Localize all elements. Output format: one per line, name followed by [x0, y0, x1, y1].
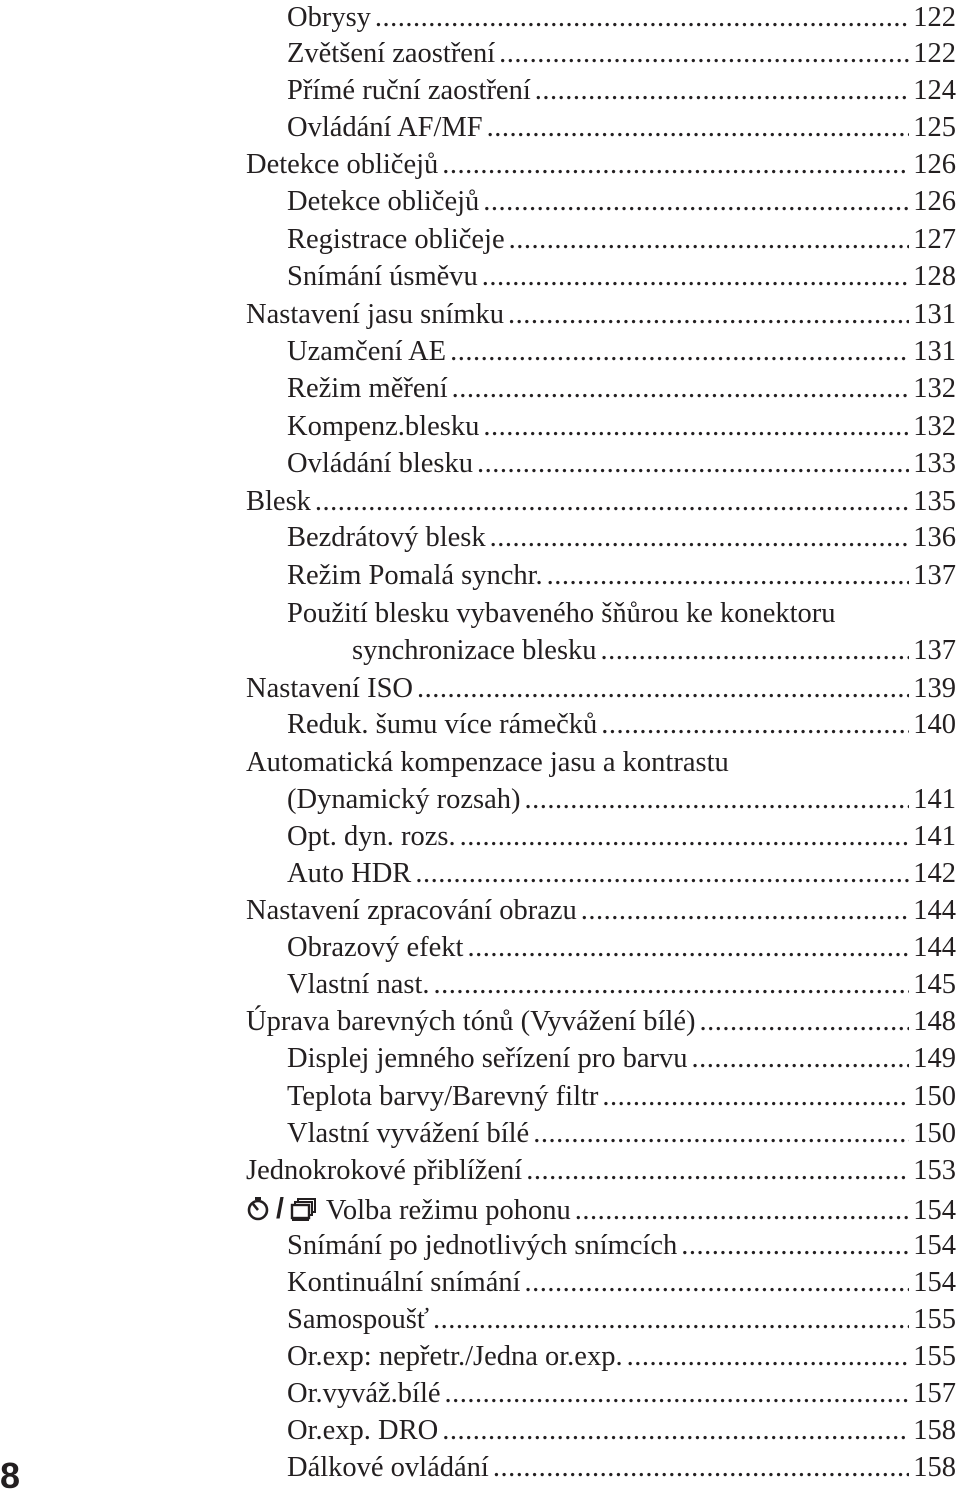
toc-entry [246, 1413, 956, 1449]
toc-entry-page: 142 [913, 858, 956, 889]
toc-entry-page: 144 [913, 895, 956, 926]
toc-entry-title [287, 856, 415, 892]
dot-leader [508, 297, 909, 333]
toc-entry-page: 148 [913, 1006, 956, 1037]
toc-entry [246, 1004, 956, 1040]
toc-entry [246, 409, 956, 445]
dot-leader [477, 446, 909, 482]
toc-entry-label: Reduk. šumu více rámečků [287, 709, 598, 740]
toc-entry-title [246, 297, 508, 333]
toc-entry-label: Displej jemného seřízení pro barvu [287, 1043, 688, 1074]
toc-entry [246, 1450, 956, 1486]
toc-entry [246, 371, 956, 407]
toc-entry-page: 137 [913, 560, 956, 591]
toc-entry-label: Přímé ruční zaostření [287, 75, 531, 106]
toc-entry [246, 259, 956, 295]
dot-leader [450, 334, 909, 370]
toc-entry-label: Ovládání blesku [287, 448, 474, 479]
toc-entry [246, 633, 956, 669]
toc-entry-label: Teplota barvy/Barevný filtr [287, 1081, 599, 1112]
toc-entry [246, 520, 956, 556]
toc-entry [246, 1376, 956, 1412]
toc-entry [246, 856, 956, 892]
toc-entry-label: Or.vyváž.bílé [287, 1378, 441, 1409]
toc-entry-title [246, 671, 417, 707]
dot-leader [460, 819, 910, 855]
toc-entry [246, 558, 956, 594]
continuous-shooting-icon [290, 1197, 318, 1221]
toc-entry [246, 782, 956, 818]
toc-entry [246, 1302, 956, 1338]
toc-entry-title [287, 1116, 533, 1152]
toc-entry-page: 124 [913, 75, 956, 106]
toc-entry [246, 1265, 956, 1301]
toc-entry [246, 297, 956, 333]
toc-entry-label: Uzamčení AE [287, 336, 447, 367]
toc-entry-label: Kompenz.blesku [287, 411, 480, 442]
toc-entry [246, 745, 956, 781]
toc-entry-page: 154 [913, 1195, 956, 1226]
toc-entry-label: Kontinuální snímání [287, 1267, 521, 1298]
toc-entry-title [287, 259, 482, 295]
dot-leader [601, 633, 910, 669]
toc-entry-label: Režim měření [287, 373, 448, 404]
toc-entry-page: 126 [913, 186, 956, 217]
toc-entry-page: 158 [913, 1415, 956, 1446]
toc-entry [246, 73, 956, 109]
icon-separator: / [276, 1193, 284, 1225]
toc-entry-page: 153 [913, 1155, 956, 1186]
toc-entry-label: Or.exp: nepřetr./Jedna or.exp. [287, 1341, 623, 1372]
toc-entry-title [287, 1265, 525, 1301]
toc-entry-label: Dálkové ovládání [287, 1452, 489, 1483]
dot-leader [524, 782, 909, 818]
toc-entry-page: 122 [913, 38, 956, 69]
toc-entry-page: 133 [913, 448, 956, 479]
dot-leader [627, 1339, 910, 1375]
dot-leader [490, 520, 910, 556]
toc-entry-title [287, 222, 509, 258]
toc-entry-title [246, 484, 315, 520]
toc-entry-page: 158 [913, 1452, 956, 1483]
toc-entry [246, 1228, 956, 1264]
toc-entry-title [287, 446, 477, 482]
toc-entry-label: Detekce obličejů [287, 186, 480, 217]
toc-entry [246, 967, 956, 1003]
dot-leader [487, 110, 910, 146]
toc-entry-label: Snímání po jednotlivých snímcích [287, 1230, 678, 1261]
toc-entry-label: Vlastní nast. [287, 969, 430, 1000]
toc-entry [246, 334, 956, 370]
dot-leader [467, 930, 909, 966]
toc-entry-page: 137 [913, 635, 956, 666]
toc-entry [246, 222, 956, 258]
toc-entry-page: 128 [913, 261, 956, 292]
toc-entry-title [246, 893, 581, 929]
dot-leader [535, 73, 909, 109]
toc-entry-title [287, 1079, 602, 1115]
toc-entry-label: Obrazový efekt [287, 932, 464, 963]
toc-entry-label: Úprava barevných tónů (Vyvážení bílé) [246, 1006, 696, 1037]
toc-entry-title [287, 967, 434, 1003]
toc-entry-title [287, 558, 547, 594]
toc-entry [246, 110, 956, 146]
toc-entry-page: 140 [913, 709, 956, 740]
dot-leader [499, 36, 909, 72]
toc-entry-page: 132 [913, 411, 956, 442]
toc-entry-title [246, 747, 733, 778]
toc-entry-label: Opt. dyn. rozs. [287, 821, 456, 852]
toc-entry-title [287, 1339, 627, 1375]
toc-entry-page: 141 [913, 821, 956, 852]
toc-entry-title [246, 147, 442, 183]
toc-entry-page: 139 [913, 673, 956, 704]
toc-entry-page: 144 [913, 932, 956, 963]
dot-leader [700, 1004, 910, 1040]
toc-entry-title [287, 73, 535, 109]
toc-entry-page: 125 [913, 112, 956, 143]
toc-entry-title [287, 520, 490, 556]
toc-entry-label: Nastavení ISO [246, 673, 414, 704]
toc-entry-title [287, 371, 452, 407]
toc-entry-page: 126 [913, 149, 956, 180]
toc-entry [246, 707, 956, 743]
toc-entry-label: (Dynamický rozsah) [287, 784, 521, 815]
toc-entry-label: Vlastní vyvážení bílé [287, 1118, 530, 1149]
toc-entry [246, 484, 956, 520]
self-timer-icon [246, 1196, 270, 1222]
dot-leader [445, 1376, 910, 1412]
toc-entry-page: 131 [913, 299, 956, 330]
toc-entry-title [246, 1191, 575, 1229]
toc-entry [246, 671, 956, 707]
dot-leader [452, 371, 910, 407]
toc-entry-page: 150 [913, 1081, 956, 1112]
toc-entry-title [352, 633, 601, 669]
toc-entry-label: Obrysy [287, 2, 371, 33]
toc-entry [246, 1041, 956, 1077]
toc-entry-title [287, 1228, 681, 1264]
dot-leader [434, 967, 910, 1003]
toc-entry [246, 1116, 956, 1152]
toc-entry-label: Samospoušť [287, 1304, 430, 1335]
toc-entry [246, 1153, 956, 1189]
toc-entry [246, 930, 956, 966]
toc-entry-page: 154 [913, 1267, 956, 1298]
toc-entry-title [287, 930, 467, 966]
dot-leader [509, 222, 910, 258]
toc-entry-page: 132 [913, 373, 956, 404]
toc-entry-title [287, 0, 375, 36]
toc-entry-label: Jednokrokové přiblížení [246, 1155, 523, 1186]
toc-entry-title [246, 1153, 526, 1189]
toc-entry-label: Snímání úsměvu [287, 261, 478, 292]
toc-entry-title [287, 1413, 442, 1449]
toc-entry-label: Or.exp. DRO [287, 1415, 439, 1446]
toc-entry-label: Nastavení zpracování obrazu [246, 895, 577, 926]
toc-entry-label: Registrace obličeje [287, 224, 505, 255]
dot-leader [575, 1193, 909, 1229]
toc-entry-page: 136 [913, 522, 956, 553]
dot-leader [417, 671, 909, 707]
toc-entry [246, 0, 956, 36]
toc-entry-label: Nastavení jasu snímku [246, 299, 505, 330]
toc-entry-label: Automatická kompenzace jasu a kontrastu [246, 747, 729, 778]
toc-entry-page: 155 [913, 1304, 956, 1335]
toc-entry-title [287, 1302, 433, 1338]
drive-mode-icons [246, 1191, 318, 1227]
toc-entry [246, 446, 956, 482]
toc-entry-label: Auto HDR [287, 858, 412, 889]
dot-leader [533, 1116, 909, 1152]
toc-entry [246, 893, 956, 929]
dot-leader [415, 856, 909, 892]
dot-leader [526, 1153, 909, 1189]
dot-leader [315, 484, 909, 520]
toc-entry-title [287, 110, 487, 146]
toc-entry-title [287, 334, 450, 370]
toc-entry-page: 122 [913, 2, 956, 33]
dot-leader [602, 1079, 909, 1115]
page-number: 8 [0, 1455, 21, 1496]
dot-leader [442, 147, 909, 183]
toc-entry-label: Detekce obličejů [246, 149, 439, 180]
toc-entry-page: 155 [913, 1341, 956, 1372]
dot-leader [493, 1450, 909, 1486]
toc-entry-label: Ovládání AF/MF [287, 112, 483, 143]
toc-entry [246, 1339, 956, 1375]
dot-leader [581, 893, 909, 929]
toc-entry-page: 149 [913, 1043, 956, 1074]
toc-entry-page: 141 [913, 784, 956, 815]
dot-leader [482, 259, 909, 295]
toc-entry-title [287, 1376, 445, 1412]
toc-entry-title [287, 598, 840, 629]
toc-entry-page: 145 [913, 969, 956, 1000]
toc-entry-page: 131 [913, 336, 956, 367]
dot-leader [547, 558, 910, 594]
toc-entry-page: 154 [913, 1230, 956, 1261]
toc-entry-title [287, 1041, 691, 1077]
toc-entry-label: Volba režimu pohonu [325, 1195, 571, 1226]
toc-entry-title [287, 184, 483, 220]
toc-entry [246, 1191, 956, 1227]
toc-entry-title [287, 1450, 493, 1486]
toc-entry-label: Použití blesku vybaveného šňůrou ke konektoru [287, 598, 836, 629]
toc-entry-title [246, 1004, 700, 1040]
toc-entry-page: 135 [913, 486, 956, 517]
dot-leader [433, 1302, 909, 1338]
dot-leader [601, 707, 909, 743]
toc-entry-label: synchronizace blesku [352, 635, 597, 666]
dot-leader [483, 409, 909, 445]
toc-entry-page: 127 [913, 224, 956, 255]
toc-entry-label: Zvětšení zaostření [287, 38, 496, 69]
toc-entry-page: 150 [913, 1118, 956, 1149]
toc-entry-title [287, 409, 483, 445]
dot-leader [525, 1265, 910, 1301]
toc-entry-label: Bezdrátový blesk [287, 522, 486, 553]
dot-leader [483, 184, 909, 220]
toc-entry-page: 157 [913, 1378, 956, 1409]
toc-entry-label: Blesk [246, 486, 311, 517]
toc-entry-title [287, 36, 499, 72]
toc-entry [246, 819, 956, 855]
toc-entry [246, 184, 956, 220]
toc-entry [246, 36, 956, 72]
toc-entry-label: Režim Pomalá synchr. [287, 560, 543, 591]
toc-entry-title [287, 819, 460, 855]
toc-entry [246, 596, 956, 632]
dot-leader [375, 0, 909, 36]
dot-leader [442, 1413, 909, 1449]
toc-entry [246, 147, 956, 183]
dot-leader [691, 1041, 909, 1077]
toc-entry [246, 1079, 956, 1115]
toc-entry-title [287, 707, 601, 743]
toc-entry-title [287, 782, 524, 818]
dot-leader [681, 1228, 909, 1264]
